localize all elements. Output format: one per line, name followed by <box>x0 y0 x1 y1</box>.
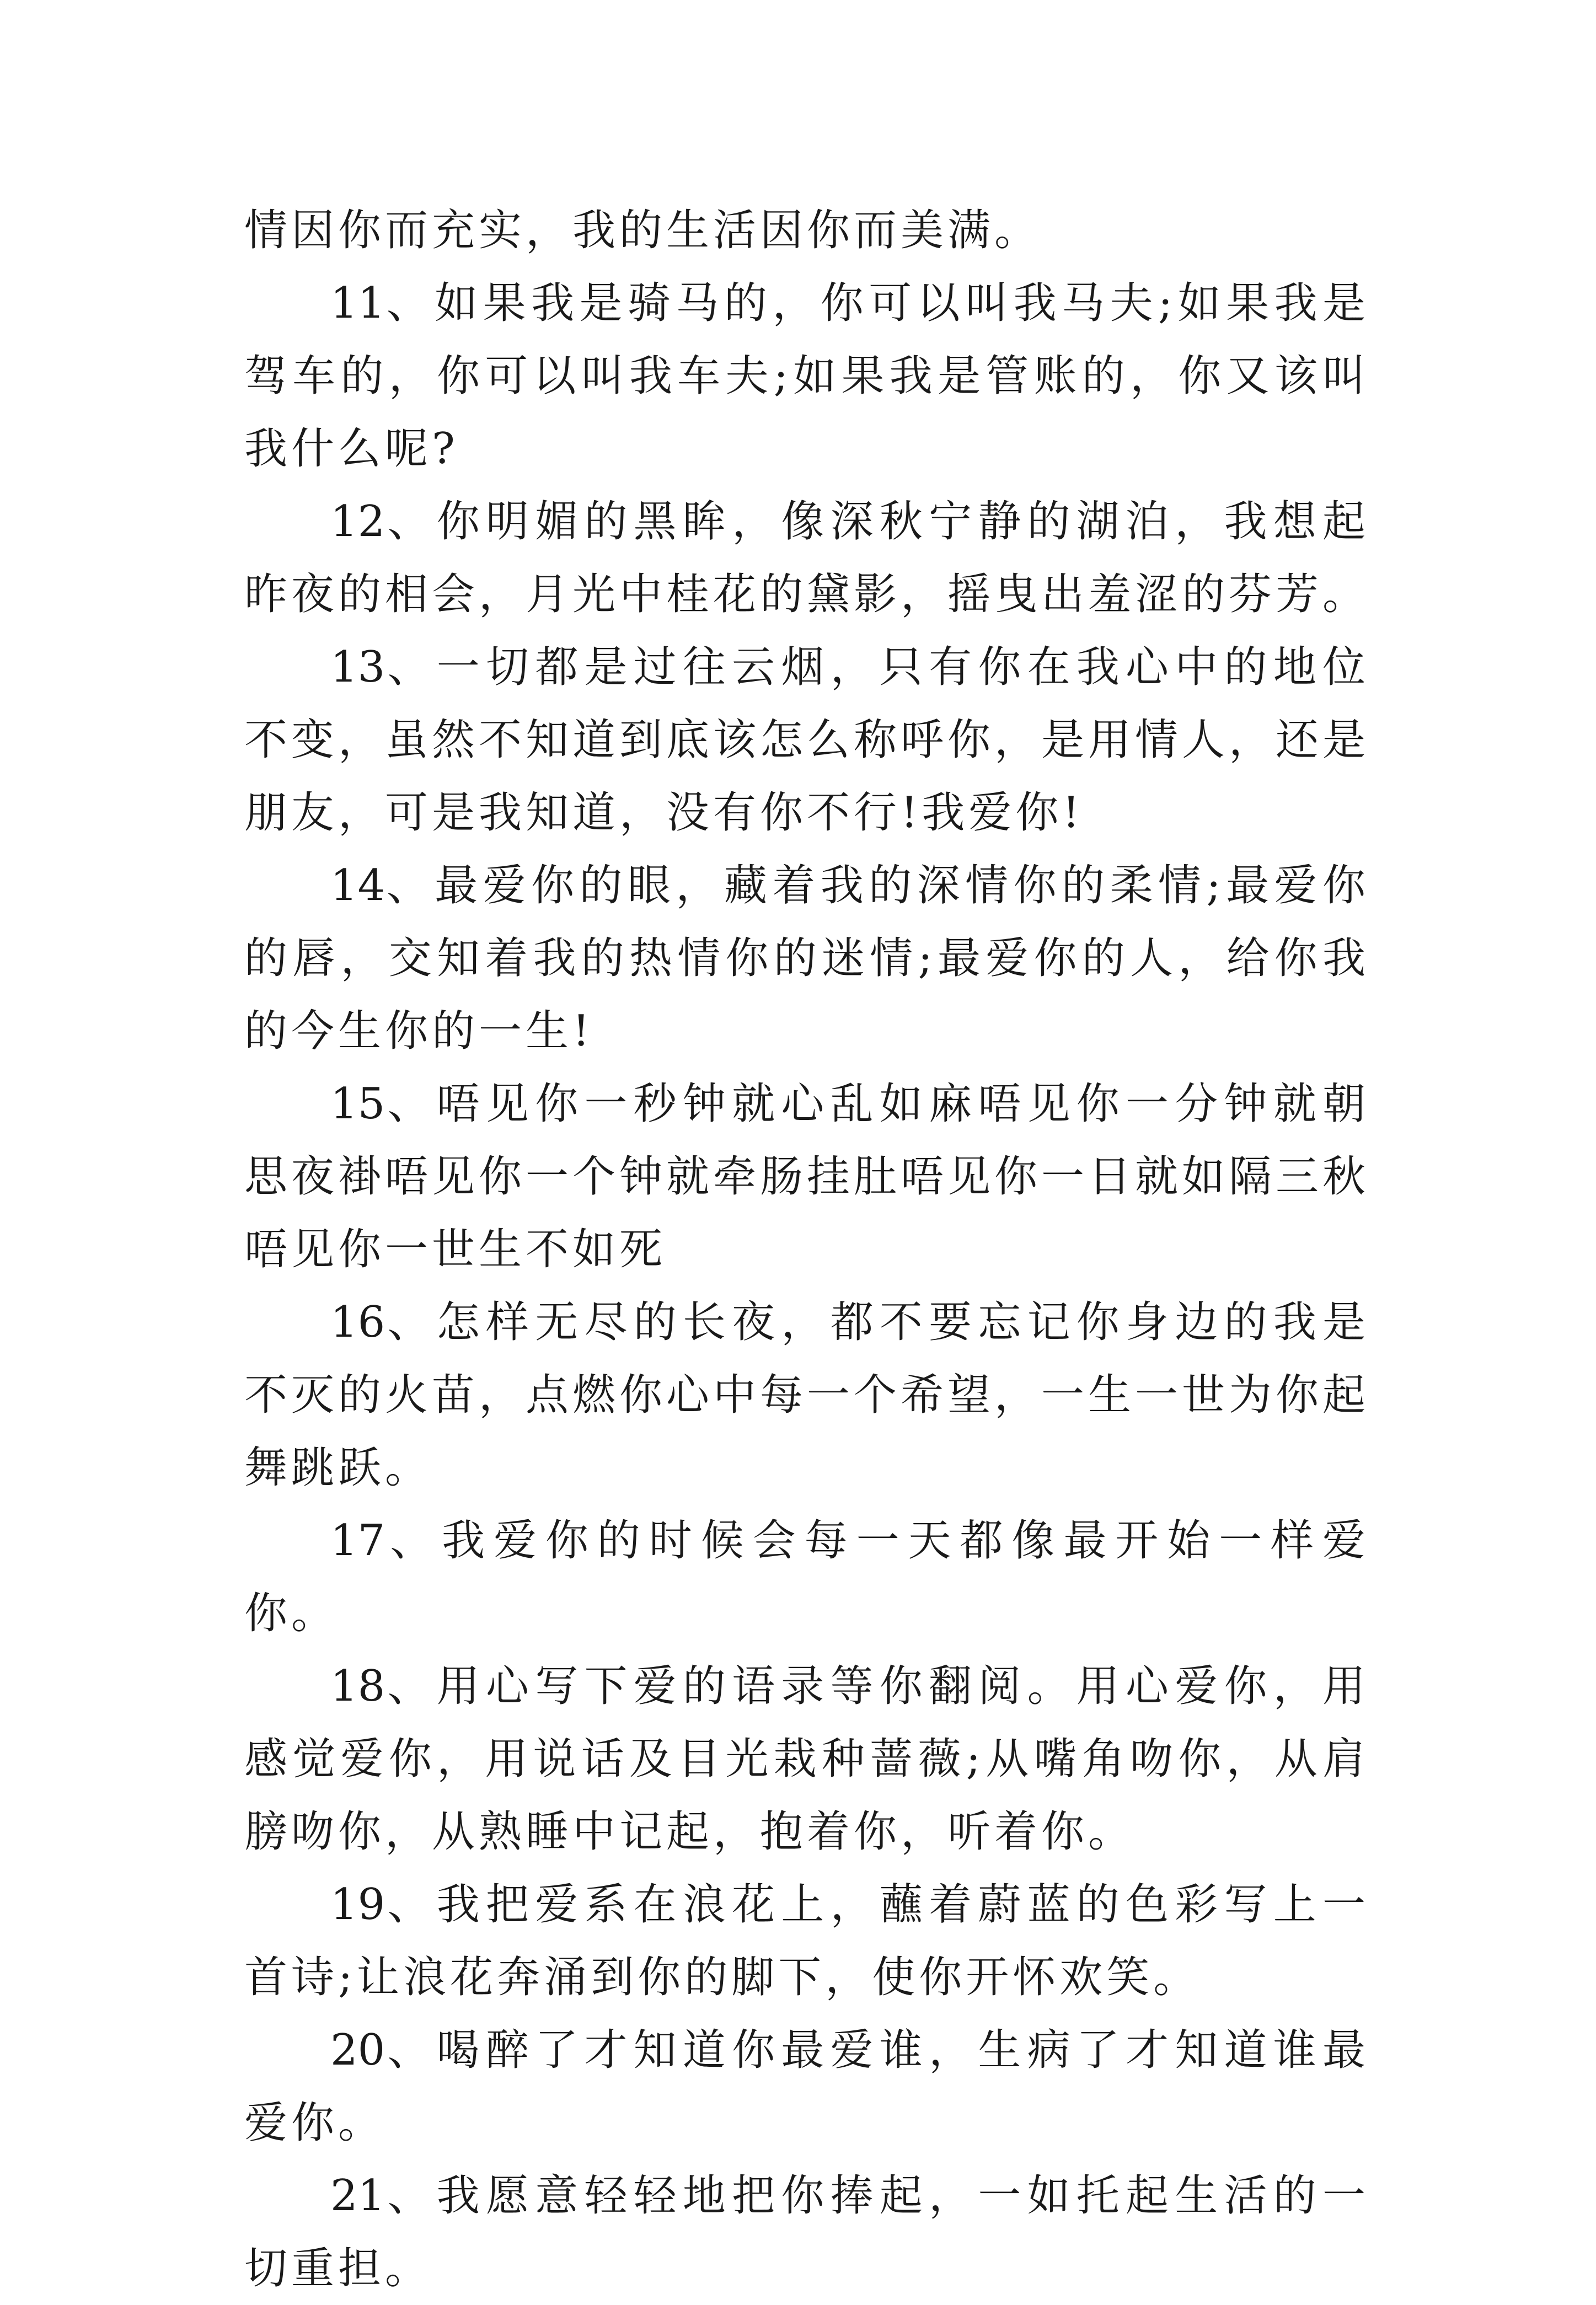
paragraph-item-17 <box>244 1504 1369 1650</box>
paragraph-text: 、最爱你的眼，藏着我的深情你的柔情;最爱你的唇，交知着我的热情你的迷情;最爱你的人，给你我的今生你的一生! <box>244 861 1369 1056</box>
paragraph-item-13 <box>244 631 1369 849</box>
item-number: 11 <box>330 278 385 328</box>
paragraph-text: 、你明媚的黑眸，像深秋宁静的湖泊，我想起昨夜的相会，月光中桂花的黛影，摇曳出羞涩的芬芳。 <box>244 497 1370 619</box>
paragraph-text: 、唔见你一秒钟就心乱如麻唔见你一分钟就朝思夜褂唔见你一个钟就牵肠挂肚唔见你一日就如隔三秋唔见你一世生不如死 <box>244 1079 1370 1274</box>
paragraph-item-16 <box>244 1286 1369 1504</box>
paragraph-text: 、喝醉了才知道你最爱谁，生病了才知道谁最爱你。 <box>244 2025 1369 2148</box>
item-number: 20 <box>330 2025 385 2075</box>
paragraph-item-19 <box>244 1868 1369 2014</box>
paragraph-item-12 <box>244 485 1369 631</box>
paragraph-text: 情因你而充实，我的生活因你而美满。 <box>244 206 1042 255</box>
paragraph-text: 、我把爱系在浪花上，蘸着蔚蓝的色彩写上一首诗;让浪花奔涌到你的脚下，使你开怀欢笑。 <box>244 1880 1369 2002</box>
paragraph-item-21 <box>244 2159 1369 2305</box>
item-number: 13 <box>330 642 385 692</box>
item-number: 17 <box>330 1516 385 1566</box>
paragraph-continuation <box>244 194 1369 267</box>
item-number: 21 <box>330 2171 385 2221</box>
document-body <box>244 194 1369 2305</box>
paragraph-text: 、如果我是骑马的，你可以叫我马夫;如果我是驾车的，你可以叫我车夫;如果我是管账的，你又该叫我什么呢? <box>244 278 1369 474</box>
paragraph-text: 、我爱你的时候会每一天都像最开始一样爱你。 <box>244 1516 1369 1638</box>
item-number: 15 <box>330 1079 385 1129</box>
paragraph-text: 、怎样无尽的长夜，都不要忘记你身边的我是不灭的火苗，点燃你心中每一个希望，一生一世为你起舞跳跃。 <box>244 1298 1370 1493</box>
paragraph-item-18 <box>244 1650 1369 1868</box>
paragraph-item-14 <box>244 849 1369 1068</box>
item-number: 18 <box>330 1661 385 1711</box>
paragraph-item-11 <box>244 267 1369 485</box>
paragraph-text: 、一切都是过往云烟，只有你在我心中的地位不变，虽然不知道到底该怎么称呼你，是用情人，还是朋友，可是我知道，没有你不行!我爱你! <box>244 642 1370 838</box>
item-number: 16 <box>330 1298 385 1347</box>
paragraph-item-20 <box>244 2014 1369 2159</box>
item-number: 14 <box>330 861 385 910</box>
item-number: 12 <box>330 497 385 546</box>
paragraph-text: 、我愿意轻轻地把你捧起，一如托起生活的一切重担。 <box>244 2171 1369 2293</box>
paragraph-text: 、用心写下爱的语录等你翻阅。用心爱你，用感觉爱你，用说话及目光栽种蔷薇;从嘴角吻你，从肩膀吻你，从熟睡中记起，抱着你，听着你。 <box>244 1661 1369 1857</box>
paragraph-item-15 <box>244 1068 1369 1286</box>
item-number: 19 <box>330 1880 385 1929</box>
